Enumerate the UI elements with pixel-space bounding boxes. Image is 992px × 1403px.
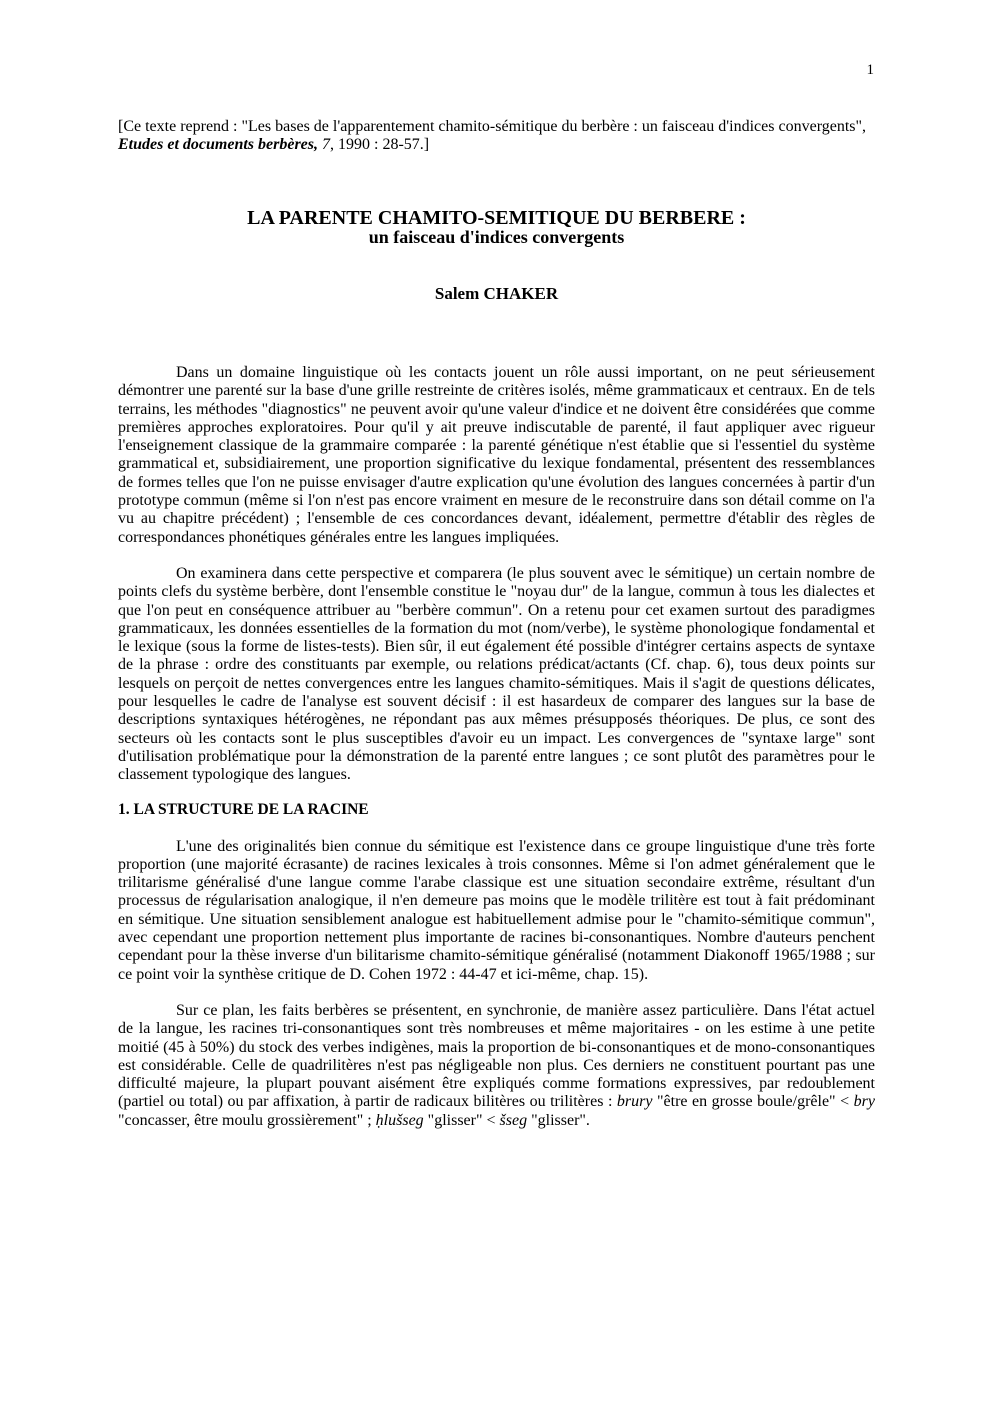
example-gloss-bry: "concasser, être moulu grossièrement" ; [118,1111,376,1129]
page-number: 1 [866,62,874,78]
example-gloss-sseg: "glisser". [527,1111,590,1129]
paragraph-perspective: On examinera dans cette perspective et comparera (le plus souvent avec le sémitique) un certain nombre de points clefs du système berbère, dont l'ensemble constitue le "noyau dur" de la langue, commun à tous les dialectes et que l'on peut en conséquence attribuer au "berbère commun". On a retenu pour cet examen surtout des paradigmes grammaticaux, les données essentielles de la formation du mot (nom/verbe), le système phonologique fondamental et le lexique (sous la forme de listes-tests). Bien sûr, il eut également été possible d'intégrer certains aspects de syntaxe de la phrase : ordre des constituants par exemple, ou relations prédicat/actants (Cf. chap. 6), tous deux points sur lesquels on perçoit de nettes convergences entre les langues chamito-sémitiques. Mais il s'agit de questions délicates, pour lesquelles le cadre de l'analyse est souvent décisif : il est hasardeux de comparer des langues sur la base de descriptions syntaxiques hétérogènes, ne répondant pas aux mêmes présupposés théoriques. De plus, ce sont des secteurs où les contacts sont le plus susceptibles d'avoir eu un impact. Les convergences de "syntaxe large" sont d'utilisation problématique pour la démonstration de la parenté entre langues ; ce sont plutôt des paramètres pour le classement typologique des langues. [118,564,875,784]
source-note-suffix: , 1990 : 28-57.] [330,135,430,153]
example-word-brury: brury [616,1093,653,1111]
source-note [118,118,875,153]
page-content [118,118,875,1130]
paragraph-berbere-facts [118,1002,875,1130]
paragraph-intro: Dans un domaine linguistique où les contacts jouent un rôle aussi important, on ne peut sérieusement démontrer une parenté sur la base d'une grille restreinte de critères isolés, même grammaticaux et centraux. En de tels terrains, les méthodes "diagnostics" ne peuvent avoir qu'une valeur d'indice et ne doivent être considérées que comme premières approches exploratoires. Pour qu'il y ait preuve indiscutable de parenté, il faut appliquer avec rigueur l'enseignement classique de la grammaire comparée : la parenté génétique n'est établie que si l'essentiel du système grammatical et, subsidiairement, une proportion significative du lexique fondamental, présentent des ressemblances de formes telles que l'on ne puisse envisager d'autre explication qu'une évolution des langues concernées à partir d'un prototype commun (même si l'on n'est pas encore vraiment en mesure de le reconstruire dans son détail comme on l'a vu au chapitre précédent) ; l'ensemble de ces concordances devant, idéalement, permettre d'établir des règles de correspondances phonétiques générales entre les langues impliquées. [118,364,875,546]
example-word-bry: bry [853,1093,875,1111]
document-subtitle: un faisceau d'indices convergents [368,227,625,247]
paragraph-berbere-text: Sur ce plan, les faits berbères se présentent, en synchronie, de manière assez particulière. Dans l'état actuel de la langue, les racines tri-consonantiques sont très nombreuses et même majoritaires - on les estime à une petite moitié (45 à 50%) du stock des verbes indigènes, mais la proportion de bi-consonantiques et de mono-consonantiques est considérable. Celle de quadrilitères n'est pas négligeable non plus. Ces derniers ne constituent pourtant pas une difficulté majeure, la plupart pouvant aisément être expliqués comme formations expressives, par redoublement (partiel ou total) ou par affixation, à partir de radicaux bilitères ou trilitères : [118,1001,875,1111]
source-note-journal: Etudes et documents berbères, [118,135,318,153]
document-title: LA PARENTE CHAMITO-SEMITIQUE DU BERBERE : [247,207,746,229]
author-name: Salem CHAKER [434,284,559,303]
title-block [118,208,875,246]
example-gloss-brury: "être en grosse boule/grêle" < [652,1093,854,1111]
example-word-hlusseg: ḥlušseg [375,1111,424,1129]
example-word-sseg: šseg [499,1111,528,1129]
section-heading-racine: 1. LA STRUCTURE DE LA RACINE [118,800,369,818]
source-note-volume: 7 [318,135,330,153]
paragraph-racine: L'une des originalités bien connue du sémitique est l'existence dans ce groupe linguistique d'une très forte proportion (une majorité écrasante) de racines lexicales à trois consonnes. Même si l'on admet généralement que le trilitarisme généralisé d'une langue comme l'arabe classique est une situation secondaire extrême, résultant d'un processus de régularisation analogique, il n'en demeure pas moins que le modèle trilitère est tout à fait prédominant en sémitique. Une situation sensiblement analogue est habituellement admise pour le "chamito-sémitique commun", avec cependant une proportion nettement plus importante de racines bi-consonantiques. Nombre d'auteurs penchent cependant pour la thèse inverse d'un bilitarisme chamito-sémitique généralisé (notamment Diakonoff 1965/1988 ; sur ce point voir la synthèse critique de D. Cohen 1972 : 44-47 et ici-même, chap. 15). [118,837,875,983]
example-gloss-hlusseg: "glisser" < [423,1111,500,1129]
source-note-prefix: [Ce texte reprend : "Les bases de l'apparentement chamito-sémitique du berbère : un faisceau d'indices convergents", [118,118,867,135]
